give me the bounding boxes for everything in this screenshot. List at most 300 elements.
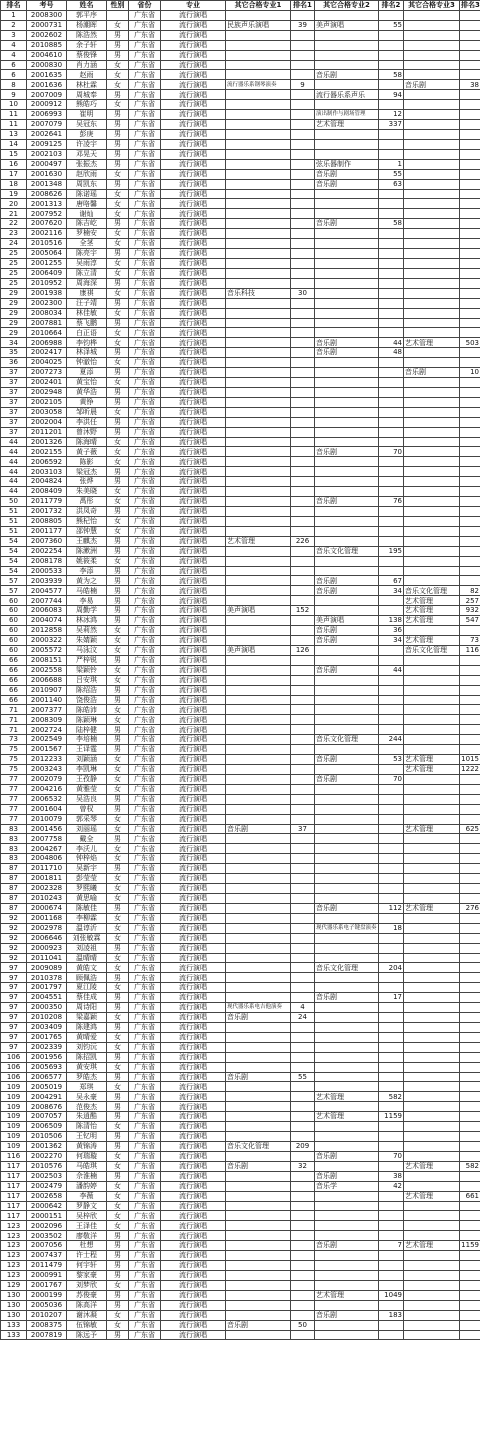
cell-alt-rank-3	[460, 30, 480, 40]
table-row	[1, 764, 480, 774]
cell-gender: 男	[107, 1241, 129, 1251]
cell-name: 夏江陵	[67, 983, 107, 993]
cell-alt-rank-1	[291, 884, 315, 894]
cell-province: 广东省	[129, 893, 161, 903]
cell-alt-rank-2	[379, 943, 404, 953]
cell-alt-rank-1: 24	[291, 1013, 315, 1023]
cell-rank: 13	[1, 129, 27, 139]
cell-alt-rank-1	[291, 695, 315, 705]
cell-exam-id: 2001811	[27, 874, 67, 884]
cell-province: 广东省	[129, 1271, 161, 1281]
cell-alt-rank-1	[291, 239, 315, 249]
cell-exam-id: 2012858	[27, 626, 67, 636]
cell-province: 广东省	[129, 556, 161, 566]
cell-alt-rank-3	[460, 1320, 480, 1330]
cell-rank: 109	[1, 1122, 27, 1132]
cell-gender: 男	[107, 1112, 129, 1122]
cell-alt-rank-1	[291, 983, 315, 993]
cell-province: 广东省	[129, 774, 161, 784]
table-row	[1, 100, 480, 110]
cell-alt-major-2: 艺术管理	[315, 1112, 379, 1122]
cell-alt-major-2: 音乐学	[315, 1181, 379, 1191]
cell-name: 蔡飞鹏	[67, 318, 107, 328]
cell-alt-rank-1	[291, 675, 315, 685]
cell-gender: 女	[107, 1201, 129, 1211]
cell-rank: 83	[1, 824, 27, 834]
cell-alt-major-1	[226, 427, 291, 437]
cell-major: 流行演唱	[161, 258, 226, 268]
cell-gender: 男	[107, 606, 129, 616]
cell-exam-id: 2002558	[27, 665, 67, 675]
cell-alt-major-3: 艺术管理	[404, 338, 460, 348]
cell-province: 广东省	[129, 1112, 161, 1122]
header-province: 省份	[129, 1, 161, 11]
cell-rank: 18	[1, 179, 27, 189]
cell-name: 陈诺瑶	[67, 189, 107, 199]
cell-alt-rank-2	[379, 1032, 404, 1042]
cell-exam-id: 2002116	[27, 229, 67, 239]
cell-name: 吴梓欣	[67, 1211, 107, 1221]
cell-province: 广东省	[129, 923, 161, 933]
cell-alt-major-3	[404, 169, 460, 179]
cell-gender: 男	[107, 139, 129, 149]
cell-alt-major-3	[404, 487, 460, 497]
cell-alt-rank-2	[379, 189, 404, 199]
table-row	[1, 834, 480, 844]
cell-alt-major-2: 音乐文化管理	[315, 735, 379, 745]
cell-major: 流行演唱	[161, 933, 226, 943]
cell-alt-major-1: 民族声乐演唱	[226, 20, 291, 30]
cell-alt-major-3	[404, 378, 460, 388]
cell-major: 流行演唱	[161, 219, 226, 229]
cell-major: 流行演唱	[161, 288, 226, 298]
cell-alt-major-2: 音乐剧	[315, 1171, 379, 1181]
cell-alt-major-3	[404, 576, 460, 586]
cell-exam-id: 2006577	[27, 1072, 67, 1082]
cell-exam-id: 2007273	[27, 368, 67, 378]
cell-alt-rank-3: 82	[460, 586, 480, 596]
cell-rank: 34	[1, 338, 27, 348]
cell-alt-major-3	[404, 189, 460, 199]
cell-alt-major-3	[404, 695, 460, 705]
cell-alt-major-3	[404, 556, 460, 566]
cell-rank: 123	[1, 1261, 27, 1271]
cell-rank: 25	[1, 268, 27, 278]
cell-name: 饶俊浩	[67, 695, 107, 705]
cell-major: 流行演唱	[161, 338, 226, 348]
cell-exam-id: 2007620	[27, 219, 67, 229]
cell-name: 王麒杰	[67, 536, 107, 546]
cell-major: 流行演唱	[161, 278, 226, 288]
cell-alt-major-2	[315, 884, 379, 894]
cell-alt-rank-1	[291, 437, 315, 447]
cell-major: 流行演唱	[161, 368, 226, 378]
cell-major: 流行演唱	[161, 854, 226, 864]
cell-gender: 女	[107, 854, 129, 864]
cell-rank: 44	[1, 447, 27, 457]
cell-alt-major-2	[315, 834, 379, 844]
cell-rank: 117	[1, 1171, 27, 1181]
cell-province: 广东省	[129, 70, 161, 80]
cell-alt-major-2	[315, 278, 379, 288]
cell-alt-rank-3	[460, 566, 480, 576]
cell-alt-major-2	[315, 606, 379, 616]
table-row	[1, 824, 480, 834]
cell-alt-major-2	[315, 1320, 379, 1330]
cell-alt-rank-2: 63	[379, 179, 404, 189]
cell-alt-major-1: 音乐剧	[226, 1161, 291, 1171]
cell-alt-rank-1	[291, 804, 315, 814]
cell-alt-major-2	[315, 526, 379, 536]
cell-alt-major-2	[315, 507, 379, 517]
cell-alt-major-3	[404, 427, 460, 437]
cell-alt-major-3	[404, 844, 460, 854]
table-row	[1, 1003, 480, 1013]
cell-alt-rank-3	[460, 239, 480, 249]
cell-major: 流行演唱	[161, 764, 226, 774]
table-row	[1, 745, 480, 755]
cell-gender: 男	[107, 725, 129, 735]
cell-alt-rank-1	[291, 923, 315, 933]
cell-rank: 77	[1, 804, 27, 814]
cell-alt-major-1	[226, 1082, 291, 1092]
cell-alt-major-2	[315, 30, 379, 40]
table-row	[1, 1320, 480, 1330]
cell-alt-major-1	[226, 715, 291, 725]
cell-exam-id: 2011710	[27, 864, 67, 874]
cell-alt-rank-1	[291, 764, 315, 774]
cell-alt-major-1	[226, 784, 291, 794]
cell-major: 流行演唱	[161, 100, 226, 110]
cell-name: 李易	[67, 596, 107, 606]
cell-alt-rank-1	[291, 874, 315, 884]
cell-alt-major-3: 艺术管理	[404, 764, 460, 774]
cell-alt-rank-3	[460, 1112, 480, 1122]
cell-province: 广东省	[129, 903, 161, 913]
cell-alt-rank-1	[291, 1310, 315, 1320]
cell-rank: 35	[1, 348, 27, 358]
cell-province: 广东省	[129, 1003, 161, 1013]
cell-alt-major-3	[404, 397, 460, 407]
cell-alt-rank-3	[460, 1042, 480, 1052]
cell-alt-rank-1: 9	[291, 80, 315, 90]
cell-exam-id: 2000991	[27, 1271, 67, 1281]
cell-alt-rank-1	[291, 973, 315, 983]
cell-exam-id: 2006993	[27, 110, 67, 120]
cell-alt-rank-1: 209	[291, 1142, 315, 1152]
cell-province: 广东省	[129, 1151, 161, 1161]
cell-exam-id: 2010576	[27, 1161, 67, 1171]
cell-alt-rank-2	[379, 834, 404, 844]
cell-province: 广东省	[129, 477, 161, 487]
cell-alt-rank-3	[460, 1052, 480, 1062]
cell-alt-major-1	[226, 933, 291, 943]
cell-major: 流行演唱	[161, 1181, 226, 1191]
cell-alt-major-1	[226, 884, 291, 894]
cell-gender: 女	[107, 844, 129, 854]
cell-province: 广东省	[129, 189, 161, 199]
table-row	[1, 318, 480, 328]
cell-rank: 17	[1, 169, 27, 179]
cell-exam-id: 2007057	[27, 1112, 67, 1122]
cell-gender: 女	[107, 874, 129, 884]
cell-alt-rank-3	[460, 784, 480, 794]
cell-rank: 16	[1, 159, 27, 169]
cell-province: 广东省	[129, 209, 161, 219]
cell-province: 广东省	[129, 1201, 161, 1211]
cell-name: 吴新宇	[67, 864, 107, 874]
cell-name: 戴全	[67, 834, 107, 844]
cell-province: 广东省	[129, 794, 161, 804]
cell-alt-rank-2	[379, 50, 404, 60]
cell-alt-major-2	[315, 50, 379, 60]
cell-alt-major-1	[226, 675, 291, 685]
cell-alt-major-2	[315, 1132, 379, 1142]
cell-alt-major-2	[315, 417, 379, 427]
cell-rank: 25	[1, 258, 27, 268]
cell-major: 流行演唱	[161, 1201, 226, 1211]
cell-alt-rank-3	[460, 288, 480, 298]
cell-alt-major-3	[404, 308, 460, 318]
cell-rank: 71	[1, 705, 27, 715]
cell-alt-major-2: 音乐文化管理	[315, 546, 379, 556]
cell-name: 赵欣雨	[67, 169, 107, 179]
cell-gender: 女	[107, 556, 129, 566]
cell-alt-rank-2	[379, 705, 404, 715]
cell-alt-major-2: 音乐剧	[315, 586, 379, 596]
cell-rank: 51	[1, 526, 27, 536]
table-row	[1, 338, 480, 348]
cell-alt-major-3	[404, 10, 460, 20]
cell-alt-major-3	[404, 477, 460, 487]
cell-province: 广东省	[129, 1330, 161, 1340]
cell-alt-rank-1	[291, 1271, 315, 1281]
cell-alt-rank-2	[379, 507, 404, 517]
cell-alt-rank-2: 12	[379, 110, 404, 120]
table-row	[1, 378, 480, 388]
cell-major: 流行演唱	[161, 407, 226, 417]
cell-name: 王钇明	[67, 1132, 107, 1142]
cell-alt-rank-2	[379, 1271, 404, 1281]
cell-alt-major-2	[315, 695, 379, 705]
cell-alt-rank-3	[460, 745, 480, 755]
cell-alt-rank-3	[460, 804, 480, 814]
cell-major: 流行演唱	[161, 824, 226, 834]
cell-alt-rank-1	[291, 774, 315, 784]
cell-name: 钟澈怡	[67, 358, 107, 368]
cell-province: 广东省	[129, 90, 161, 100]
cell-exam-id: 2003103	[27, 467, 67, 477]
cell-exam-id: 2002724	[27, 725, 67, 735]
table-row	[1, 973, 480, 983]
cell-alt-rank-3	[460, 1271, 480, 1281]
cell-alt-rank-2	[379, 427, 404, 437]
cell-major: 流行演唱	[161, 169, 226, 179]
cell-alt-major-3	[404, 546, 460, 556]
cell-name: 陈颖琳	[67, 715, 107, 725]
cell-alt-rank-1	[291, 685, 315, 695]
cell-alt-major-2	[315, 407, 379, 417]
cell-alt-rank-1	[291, 546, 315, 556]
cell-major: 流行演唱	[161, 1211, 226, 1221]
table-row	[1, 1072, 480, 1082]
cell-alt-rank-1	[291, 1261, 315, 1271]
cell-alt-major-2	[315, 209, 379, 219]
cell-alt-major-2: 音乐剧	[315, 179, 379, 189]
cell-alt-rank-3	[460, 943, 480, 953]
cell-alt-major-3	[404, 973, 460, 983]
table-row	[1, 149, 480, 159]
cell-alt-major-1: 美声演唱	[226, 645, 291, 655]
cell-alt-rank-2	[379, 229, 404, 239]
cell-alt-rank-3	[460, 1142, 480, 1152]
cell-alt-rank-1	[291, 794, 315, 804]
cell-exam-id: 2008178	[27, 556, 67, 566]
cell-alt-major-1	[226, 457, 291, 467]
cell-alt-rank-3	[460, 209, 480, 219]
cell-exam-id: 2000199	[27, 1290, 67, 1300]
cell-alt-major-1	[226, 278, 291, 288]
cell-alt-major-3	[404, 884, 460, 894]
cell-alt-rank-1	[291, 338, 315, 348]
cell-alt-rank-1	[291, 50, 315, 60]
table-row	[1, 477, 480, 487]
cell-major: 流行演唱	[161, 1142, 226, 1152]
cell-alt-major-2: 音乐剧	[315, 626, 379, 636]
cell-name: 黄晴爱	[67, 1032, 107, 1042]
cell-gender: 女	[107, 288, 129, 298]
cell-alt-major-2	[315, 1280, 379, 1290]
cell-alt-rank-2	[379, 1201, 404, 1211]
cell-name: 王孜静	[67, 774, 107, 784]
cell-name: 黄华浩	[67, 387, 107, 397]
cell-name: 汪子靖	[67, 298, 107, 308]
cell-name: 彭庚	[67, 129, 107, 139]
cell-alt-rank-2	[379, 1022, 404, 1032]
cell-alt-rank-1	[291, 209, 315, 219]
cell-alt-rank-1	[291, 705, 315, 715]
cell-province: 广东省	[129, 229, 161, 239]
cell-alt-rank-2	[379, 645, 404, 655]
cell-alt-major-1	[226, 1181, 291, 1191]
cell-alt-major-1	[226, 993, 291, 1003]
cell-major: 流行演唱	[161, 755, 226, 765]
cell-alt-major-3	[404, 1271, 460, 1281]
cell-exam-id: 2007056	[27, 1241, 67, 1251]
cell-rank: 87	[1, 864, 27, 874]
cell-gender: 女	[107, 268, 129, 278]
cell-exam-id: 2001635	[27, 70, 67, 80]
cell-alt-rank-3	[460, 378, 480, 388]
cell-alt-major-2	[315, 249, 379, 259]
cell-name: 马皓琪	[67, 1161, 107, 1171]
cell-alt-rank-3	[460, 20, 480, 30]
cell-alt-rank-3	[460, 844, 480, 854]
cell-alt-major-3	[404, 933, 460, 943]
cell-rank: 133	[1, 1330, 27, 1340]
cell-alt-major-3	[404, 1052, 460, 1062]
table-row	[1, 685, 480, 695]
cell-name: 周勤学	[67, 606, 107, 616]
cell-province: 广东省	[129, 288, 161, 298]
cell-gender: 女	[107, 516, 129, 526]
cell-name: 肖力涵	[67, 60, 107, 70]
cell-alt-major-2	[315, 1022, 379, 1032]
cell-alt-major-1	[226, 159, 291, 169]
table-row	[1, 308, 480, 318]
cell-province: 广东省	[129, 50, 161, 60]
cell-alt-rank-1	[291, 616, 315, 626]
cell-alt-rank-1	[291, 258, 315, 268]
cell-rank: 87	[1, 874, 27, 884]
cell-alt-major-2	[315, 973, 379, 983]
table-row	[1, 814, 480, 824]
cell-rank: 44	[1, 437, 27, 447]
cell-alt-rank-2	[379, 1320, 404, 1330]
cell-alt-major-3	[404, 219, 460, 229]
cell-major: 流行演唱	[161, 70, 226, 80]
cell-province: 广东省	[129, 953, 161, 963]
cell-alt-rank-2	[379, 715, 404, 725]
cell-alt-major-2	[315, 715, 379, 725]
cell-alt-rank-3	[460, 983, 480, 993]
table-row	[1, 1032, 480, 1042]
cell-alt-major-1	[226, 566, 291, 576]
cell-exam-id: 2001255	[27, 258, 67, 268]
cell-alt-rank-2: 183	[379, 1310, 404, 1320]
cell-alt-major-1	[226, 804, 291, 814]
cell-province: 广东省	[129, 447, 161, 457]
cell-alt-rank-3	[460, 774, 480, 784]
cell-alt-major-2	[315, 824, 379, 834]
cell-alt-rank-2	[379, 239, 404, 249]
cell-province: 广东省	[129, 100, 161, 110]
cell-alt-major-2	[315, 318, 379, 328]
cell-alt-rank-3	[460, 139, 480, 149]
cell-alt-rank-3	[460, 675, 480, 685]
cell-alt-rank-1	[291, 447, 315, 457]
cell-gender: 男	[107, 219, 129, 229]
cell-exam-id: 2010664	[27, 328, 67, 338]
cell-alt-rank-3	[460, 1300, 480, 1310]
table-row	[1, 546, 480, 556]
cell-rank: 60	[1, 616, 27, 626]
table-row	[1, 884, 480, 894]
cell-alt-major-1	[226, 834, 291, 844]
cell-alt-major-1	[226, 844, 291, 854]
cell-gender: 男	[107, 298, 129, 308]
cell-alt-major-2	[315, 1221, 379, 1231]
cell-exam-id: 2000497	[27, 159, 67, 169]
cell-name: 梁嘉颖	[67, 1013, 107, 1023]
cell-rank: 116	[1, 1151, 27, 1161]
table-row	[1, 30, 480, 40]
cell-alt-rank-2	[379, 100, 404, 110]
cell-alt-rank-3	[460, 963, 480, 973]
cell-alt-rank-2: 1	[379, 159, 404, 169]
cell-province: 广东省	[129, 407, 161, 417]
cell-rank: 75	[1, 764, 27, 774]
cell-alt-rank-1	[291, 328, 315, 338]
cell-exam-id: 2002602	[27, 30, 67, 40]
cell-gender: 女	[107, 229, 129, 239]
cell-alt-rank-2	[379, 437, 404, 447]
cell-alt-rank-1	[291, 933, 315, 943]
cell-exam-id: 2004806	[27, 854, 67, 864]
cell-alt-major-1	[226, 387, 291, 397]
header-row	[1, 1, 480, 11]
table-row	[1, 903, 480, 913]
